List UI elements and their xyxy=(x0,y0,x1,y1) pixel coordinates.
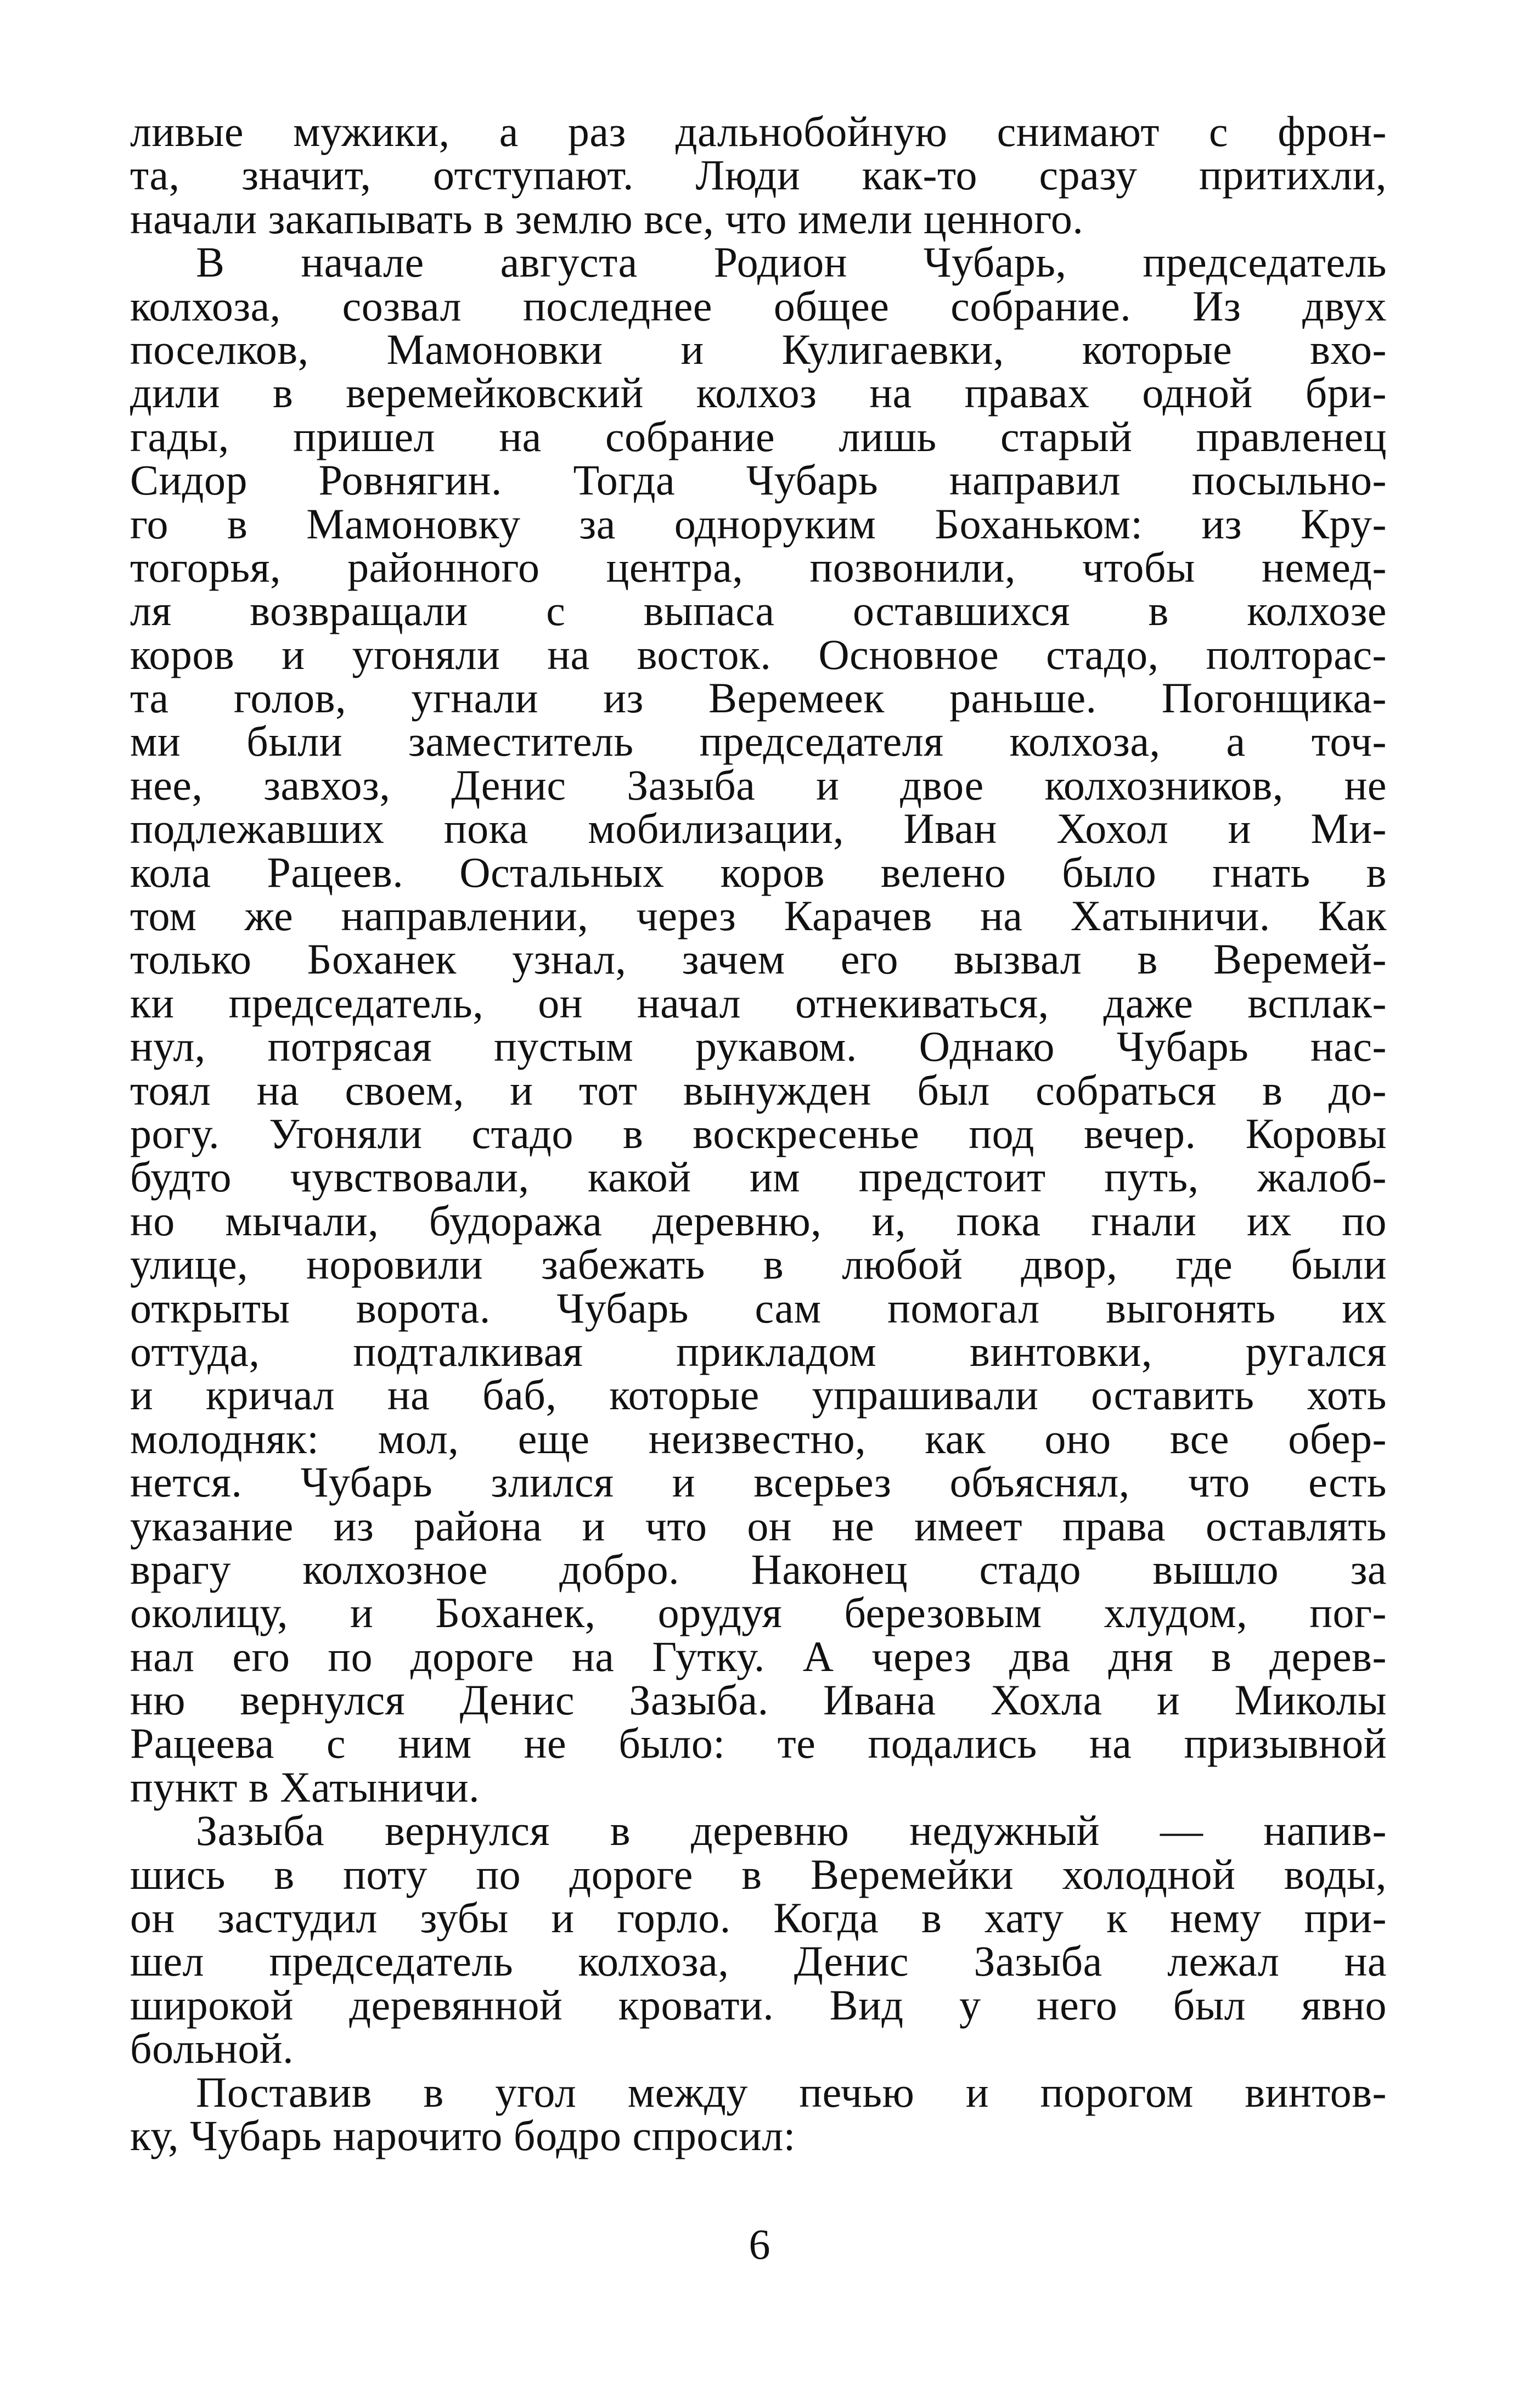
paragraph-start-line: Поставив в угол между печью и порогом винтов- xyxy=(196,2068,1387,2116)
text-line: улице, норовили забежать в любой двор, где были xyxy=(130,1240,1387,1289)
text-line: шись в поту по дороге в Веремейки холодной воды, xyxy=(130,1850,1387,1898)
text-line: та голов, угнали из Веремеек раньше. Погонщика- xyxy=(130,674,1387,722)
text-line: оттуда, подталкивая прикладом винтовки, ругался xyxy=(130,1327,1387,1375)
text-line: та, значит, отступают. Люди как-то сразу притихли, xyxy=(130,151,1387,199)
text-line: ля возвращали с выпаса оставшихся в колхозе xyxy=(130,587,1387,635)
text-line: дили в веремейковский колхоз на правах одной бри- xyxy=(130,369,1387,417)
text-line: тоял на своем, и тот вынужден был собраться в до- xyxy=(130,1066,1387,1114)
text-line: молодняк: мол, еще неизвестно, как оно все обер- xyxy=(130,1414,1387,1462)
paragraph-start-line: Зазыба вернулся в деревню недужный — напив- xyxy=(196,1807,1387,1855)
text-line: открыты ворота. Чубарь сам помогал выгонять их xyxy=(130,1284,1387,1332)
text-line: только Боханек узнал, зачем его вызвал в Веремей- xyxy=(130,935,1387,983)
text-line: Сидор Ровнягин. Тогда Чубарь направил посыльно- xyxy=(130,456,1387,504)
text-line: колхоза, созвал последнее общее собрание. Из двух xyxy=(130,282,1387,330)
text-line: поселков, Мамоновки и Кулигаевки, которые вхо- xyxy=(130,325,1387,373)
text-line: широкой деревянной кровати. Вид у него был явно xyxy=(130,1981,1387,2029)
text-line: ку, Чубарь нарочито бодро спросил: xyxy=(130,2111,796,2159)
text-line: нал его по дороге на Гутку. А через два дня в дерев- xyxy=(130,1632,1387,1680)
text-line: он застудил зубы и горло. Когда в хату к нему при- xyxy=(130,1894,1387,1942)
text-line: ми были заместитель председателя колхоза, а точ- xyxy=(130,717,1387,766)
text-line: врагу колхозное добро. Наконец стадо вышло за xyxy=(130,1545,1387,1593)
text-line: нул, потрясая пустым рукавом. Однако Чубарь нас- xyxy=(130,1022,1387,1071)
text-line: начали закапывать в землю все, что имели ценного. xyxy=(130,194,1084,243)
text-line: нее, завхоз, Денис Зазыба и двое колхозников, не xyxy=(130,761,1387,809)
text-line: пункт в Хатыничи. xyxy=(130,1763,480,1811)
text-line: и кричал на баб, которые упрашивали оставить хоть xyxy=(130,1371,1387,1419)
text-line: ки председатель, он начал отнекиваться, даже всплак- xyxy=(130,978,1387,1027)
text-line: ливые мужики, а раз дальнобойную снимают с фрон- xyxy=(130,108,1387,155)
text-line: будто чувствовали, какой им предстоит путь, жалоб- xyxy=(130,1153,1387,1201)
text-line: тогорья, районного центра, позвонили, чтобы немед- xyxy=(130,543,1387,591)
text-line: подлежавших пока мобилизации, Иван Хохол и Ми- xyxy=(130,804,1387,853)
text-line: рогу. Угоняли стадо в воскресенье под вечер. Коровы xyxy=(130,1109,1387,1157)
text-line: кола Рацеев. Остальных коров велено было гнать в xyxy=(130,848,1387,896)
text-line: шел председатель колхоза, Денис Зазыба лежал на xyxy=(130,1937,1387,1985)
text-line: нется. Чубарь злился и всерьез объяснял, что есть xyxy=(130,1458,1387,1506)
text-line: околицу, и Боханек, орудуя березовым хлудом, пог- xyxy=(130,1589,1387,1637)
text-line: но мычали, будоража деревню, и, пока гнали их по xyxy=(130,1196,1387,1245)
page-number: 6 xyxy=(749,2220,770,2268)
text-line: го в Мамоновку за одноруким Боханьком: из Кру- xyxy=(130,499,1387,548)
text-line: указание из района и что он не имеет права оставлять xyxy=(130,1501,1387,1550)
text-line: гады, пришел на собрание лишь старый правленец xyxy=(130,412,1387,460)
text-line: ню вернулся Денис Зазыба. Ивана Хохла и Миколы xyxy=(130,1676,1387,1724)
text-line: Рацеева с ним не было: те подались на призывной xyxy=(130,1719,1387,1768)
body-text xyxy=(130,110,1387,2157)
text-line: больной. xyxy=(130,2024,294,2073)
paragraph-start-line: В начале августа Родион Чубарь, председатель xyxy=(196,238,1387,286)
text-line: том же направлении, через Карачев на Хатыничи. Как xyxy=(130,892,1387,940)
text-line: коров и угоняли на восток. Основное стадо, полторас- xyxy=(130,630,1387,678)
